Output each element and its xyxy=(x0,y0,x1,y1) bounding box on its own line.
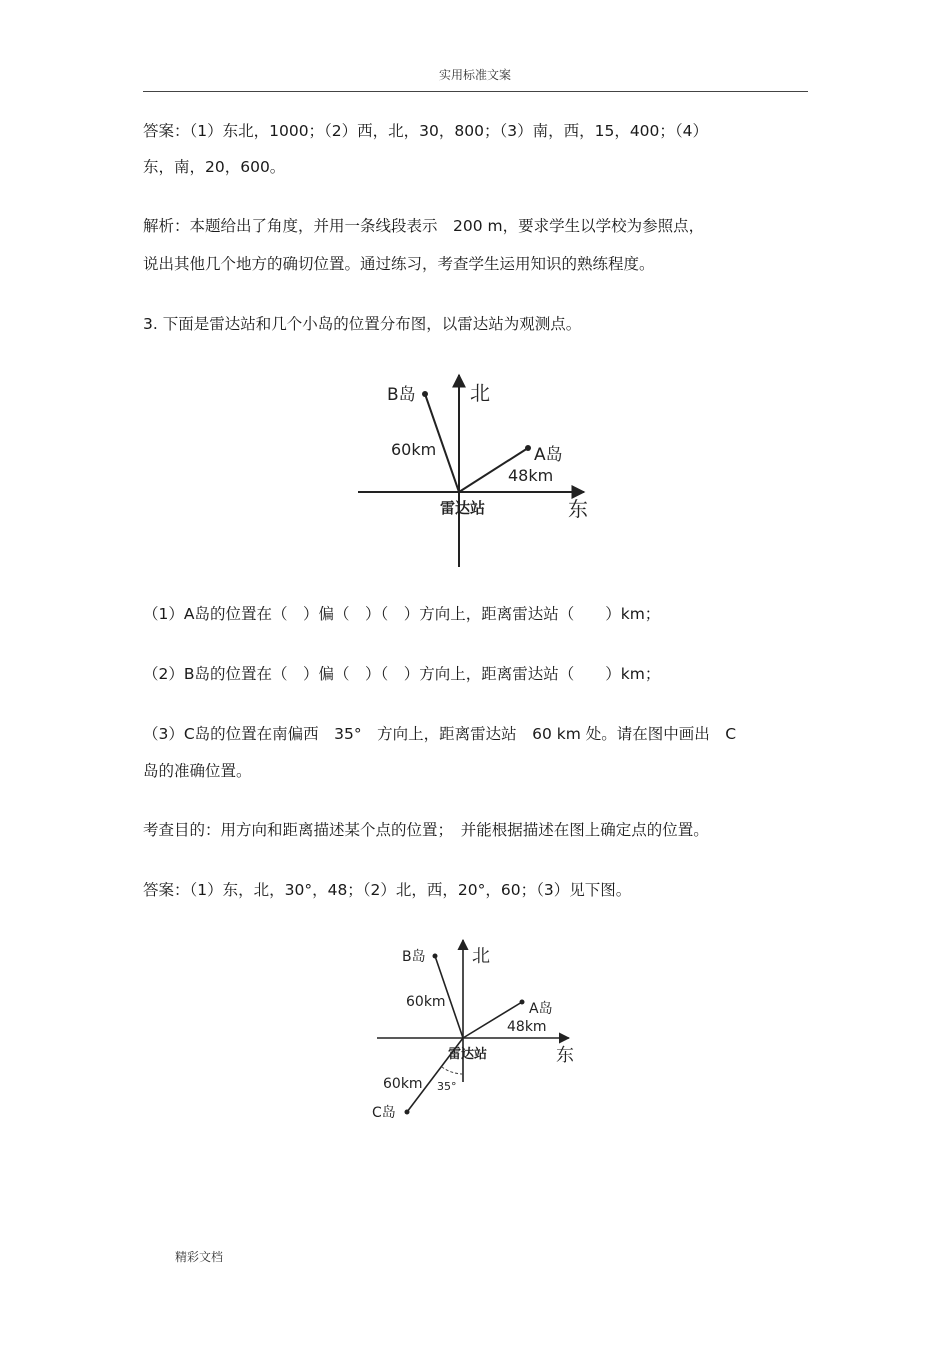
figure1-distance-b: 60km xyxy=(391,440,437,459)
sub-question-1: （1）A岛的位置在（ ）偏（ ）（ ）方向上，距离雷达站（ ）km； xyxy=(143,605,661,623)
analysis-line1: 解析：本题给出了角度，并用一条线段表示 200 m，要求学生以学校为参照点， xyxy=(143,217,705,235)
analysis-line2: 说出其他几个地方的确切位置。通过练习，考查学生运用知识的熟练程度。 xyxy=(143,255,655,273)
answer-q2-line2: 东，南，20，600。 xyxy=(143,158,286,176)
figure2-point-b xyxy=(433,954,438,959)
answer-q2-line1: 答案：（1）东北，1000；（2）西，北，30，800；（3）南，西，15，400；（4） xyxy=(143,122,709,140)
answer-q3: 答案：（1）东，北，30°，48；（2）北，西，20°，60；（3）见下图。 xyxy=(143,881,632,899)
figure2-point-a xyxy=(520,1000,525,1005)
question-3: 3. 下面是雷达站和几个小岛的位置分布图，以雷达站为观测点。 xyxy=(143,315,582,333)
figure1-north-label: 北 xyxy=(470,381,490,405)
sub-question-2: （2）B岛的位置在（ ）偏（ ）（ ）方向上，距离雷达站（ ）km； xyxy=(143,665,661,683)
page-footer: 精彩文档 xyxy=(175,1250,224,1264)
figure2-station-label: 雷达站 xyxy=(448,1047,488,1062)
figure2-angle-arc xyxy=(442,1067,463,1074)
page-header-title: 实用标准文案 xyxy=(438,68,511,82)
figure1-distance-a: 48km xyxy=(508,466,554,485)
figure2-island-a-label: A岛 xyxy=(529,1001,553,1017)
sub-question-3-line1: （3）C岛的位置在南偏西 35° 方向上，距离雷达站 60 km 处。请在图中画出 C xyxy=(143,725,737,743)
figure1-station-label: 雷达站 xyxy=(440,499,486,517)
figure2-angle-label: 35° xyxy=(437,1080,457,1093)
figure2-distance-a: 48km xyxy=(507,1019,547,1035)
figure2-distance-c: 60km xyxy=(383,1076,423,1092)
figure2-island-b-label: B岛 xyxy=(402,949,426,965)
sub-question-3-line2: 岛的准确位置。 xyxy=(143,762,252,780)
purpose-text: 考查目的：用方向和距离描述某个点的位置； 并能根据描述在图上确定点的位置。 xyxy=(143,821,709,839)
figure1-island-b-label: B岛 xyxy=(387,385,416,405)
figure2-north-label: 北 xyxy=(472,946,490,967)
figure2-point-c xyxy=(405,1110,410,1115)
figure2-island-c-label: C岛 xyxy=(372,1105,396,1121)
figure2-east-label: 东 xyxy=(556,1045,574,1066)
figure1-island-a-label: A岛 xyxy=(534,445,563,465)
figure1-east-label: 东 xyxy=(568,497,588,521)
figure2-distance-b: 60km xyxy=(406,994,446,1010)
